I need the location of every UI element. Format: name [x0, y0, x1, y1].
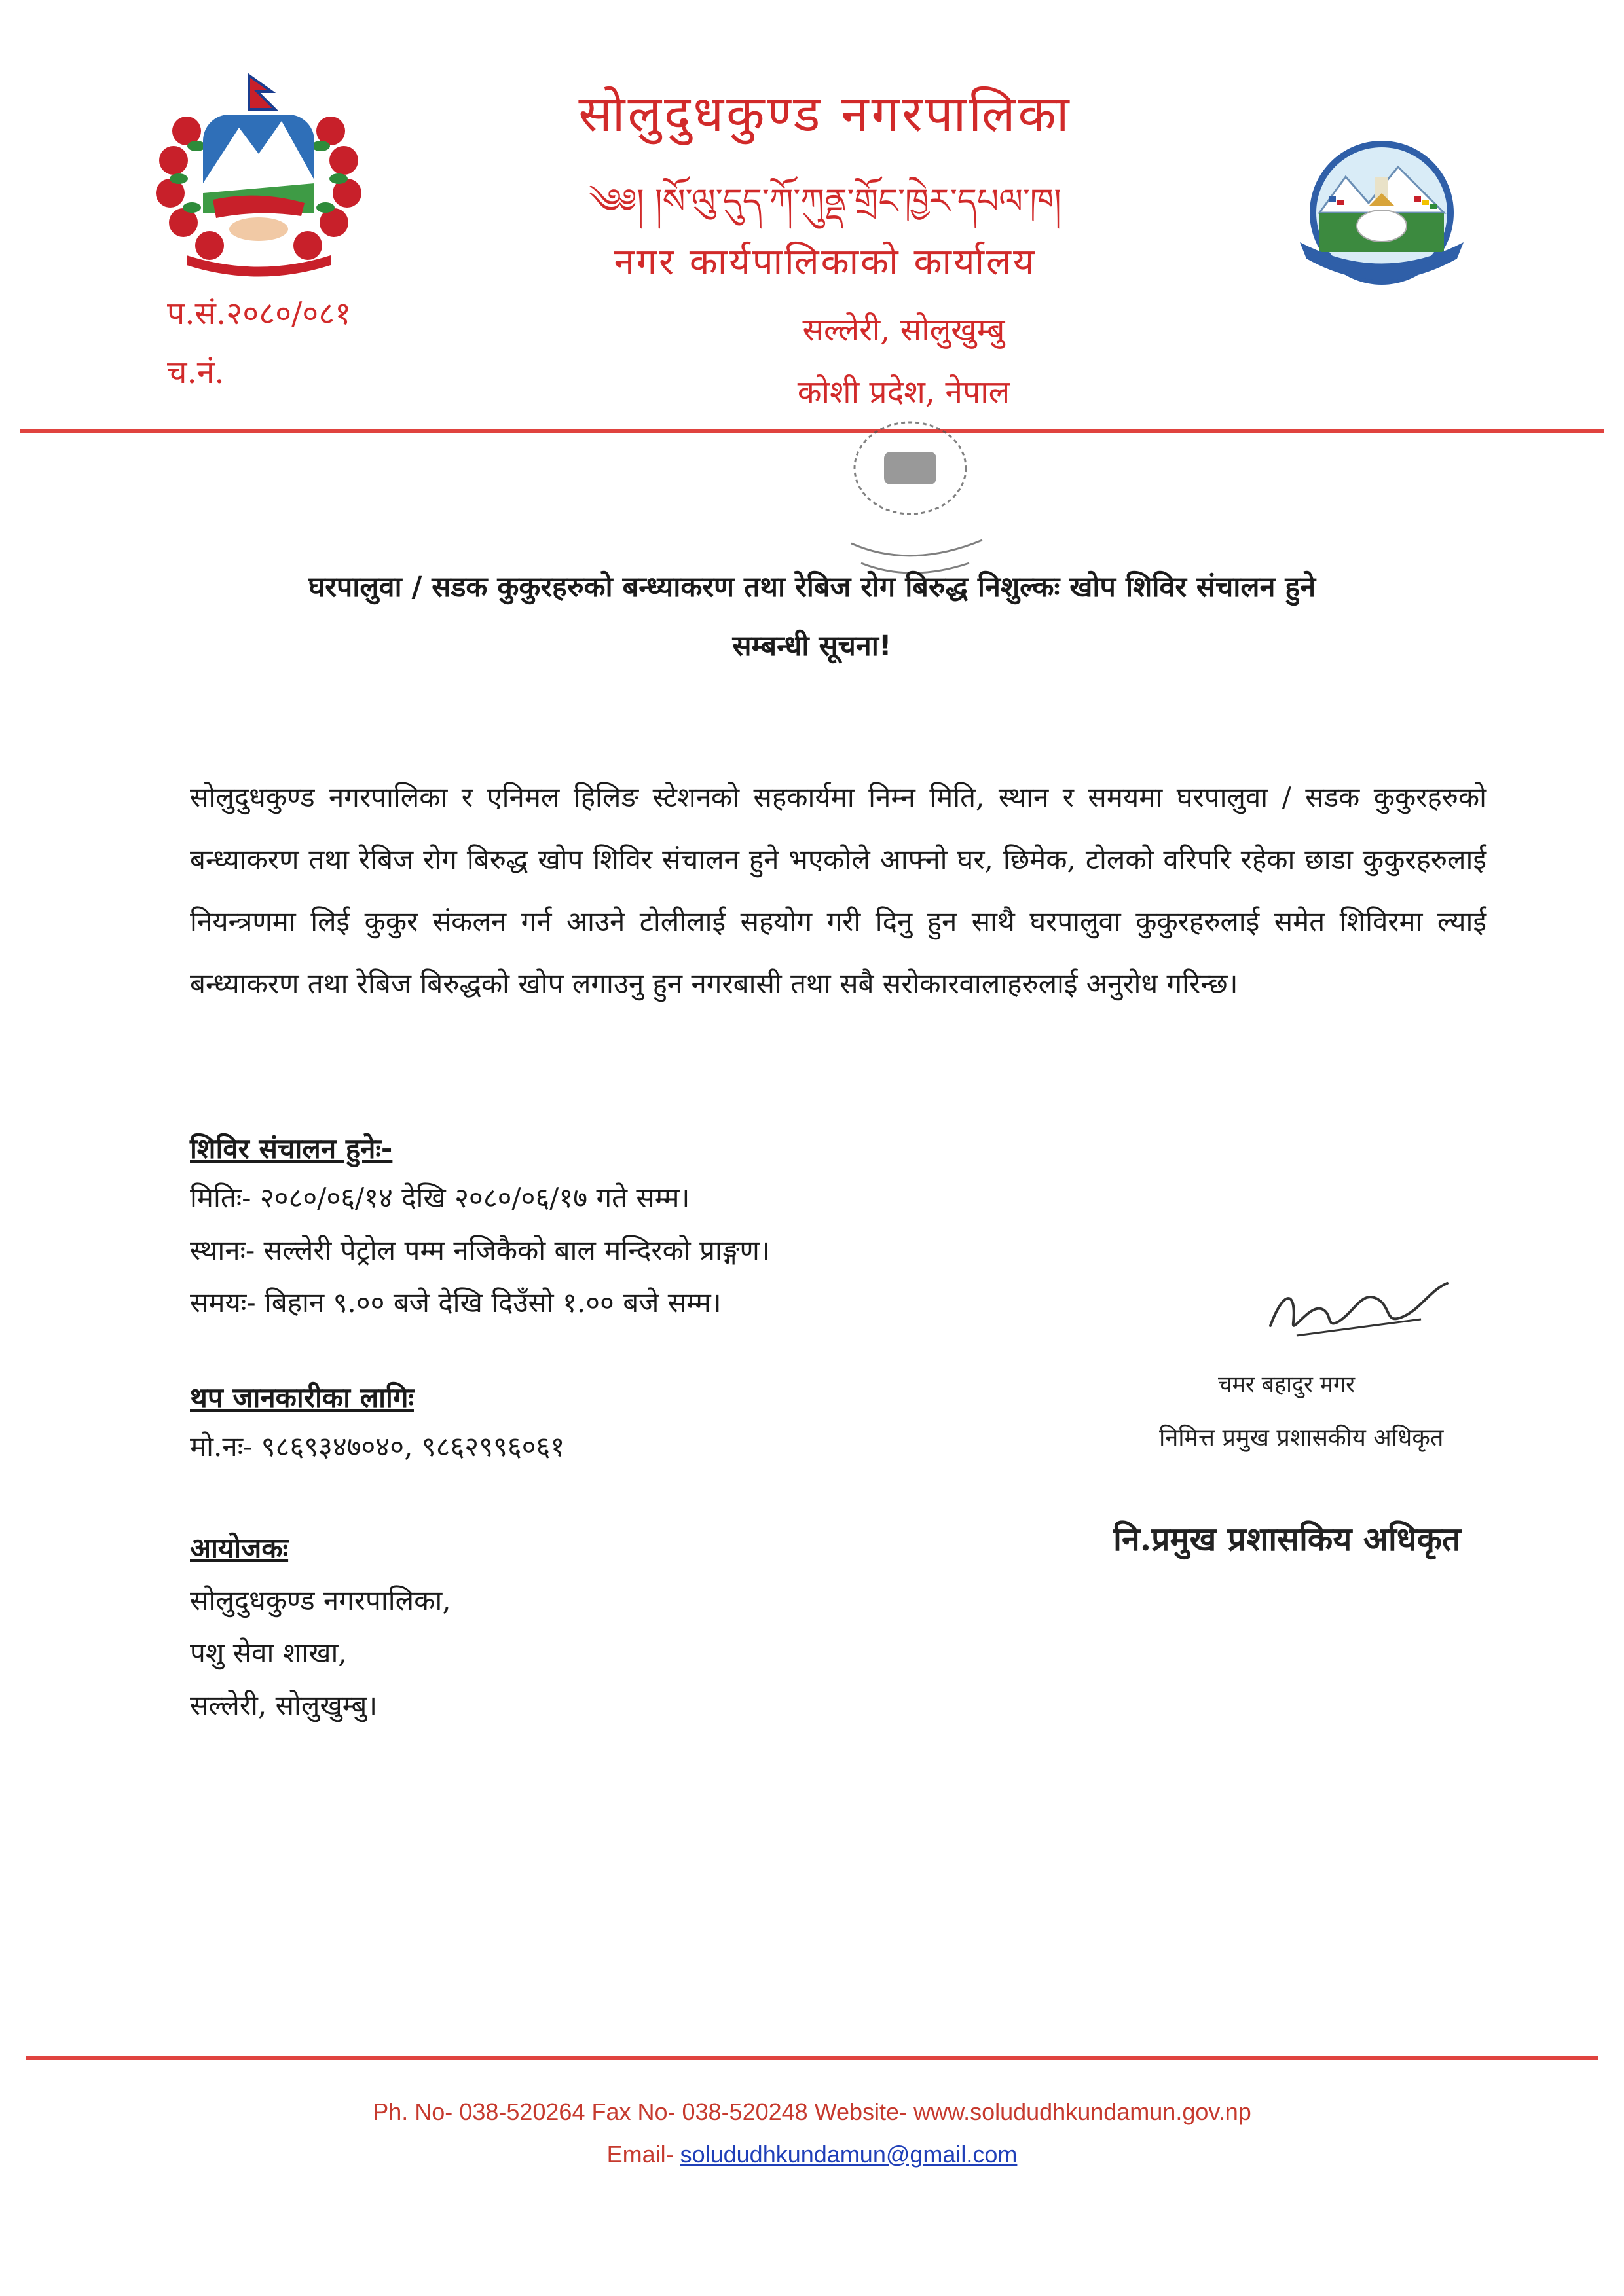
camp-date: मितिः- २०८०/०६/१४ देखि २०८०/०६/१७ गते सम्म।: [190, 1182, 690, 1214]
notice-title: घरपालुवा / सडक कुकुरहरुको बन्ध्याकरण तथा रेबिज रोग बिरुद्ध निशुल्कः खोप शिविर संचालन हुने: [308, 571, 1316, 604]
signatory-title: निमित्त प्रमुख प्रशासकीय अधिकृत: [1159, 1425, 1444, 1451]
contact-mobile-numbers: मो.नः- ९८६९३४७०४०, ९८६२९९६०६१: [190, 1430, 565, 1463]
notice-title-continued: सम्बन्धी सूचना!: [732, 630, 892, 663]
organizer-line-1: सोलुदुधकुण्ड नगरपालिका,: [190, 1584, 451, 1616]
reference-number: प.सं.२०८०/०८१: [167, 295, 352, 332]
municipality-name: सोलुदुधकुण्ड नगरपालिका: [578, 84, 1072, 143]
footer-email-line: [131, 2141, 1493, 2168]
handwritten-signature: [1257, 1264, 1467, 1349]
nepal-emblem-logo: [141, 69, 377, 278]
municipality-name-tibetan: ༄༅། །སོ་ལུ་དུད་ཀོ་ཀུནྡ་གྲོང་ཁྱེར་དཔལ་ཁ།: [589, 182, 1061, 221]
address-line-1: सल्लेरी, सोलुखुम्बु: [802, 312, 1005, 348]
footer-contact-info: Ph. No- 038-520264 Fax No- 038-520248 Website- www.solududhkundamun.gov.np: [373, 2098, 1251, 2125]
footer-email-link[interactable]: solududhkundamun@gmail.com: [680, 2141, 1018, 2168]
address-line-2: कोशी प्रदेश, नेपाल: [797, 374, 1010, 410]
signatory-name: चमर बहादुर मगर: [1218, 1372, 1356, 1398]
office-name: नगर कार्यपालिकाको कार्यालय: [614, 241, 1037, 283]
more-info-heading: थप जानकारीका लागिः: [190, 1381, 414, 1413]
footer-divider: [26, 2056, 1598, 2060]
camp-time: समयः- बिहान ९.०० बजे देखि दिउँसो १.०० बजे सम्म।: [190, 1286, 722, 1319]
organizer-line-3: सल्लेरी, सोलुखुम्बु।: [190, 1689, 378, 1721]
notice-body: सोलुदुधकुण्ड नगरपालिका र एनिमल हिलिङ स्टेशनको सहकार्यमा निम्न मिति, स्थान र समयमा घरपालुवा / सडक कुकुरहरुको बन्ध्याकरण तथा रेबिज रोग बिरुद्ध खोप शिविर संचालन हुने भएकोले आफ्नो घर, छिमेक, टोलको वरिपरि रहेका छाडा कुकुरहरुलाई नियन्त्रणमा लिई कुकुर संकलन गर्न आउने टोलीलाई सहयोग गरी दिनु हुन साथै घरपालुवा कुकुरहरुलाई समेत शिविरमा ल्याई बन्ध्याकरण तथा रेबिज बिरुद्धको खोप लगाउनु हुन नगरबासी तथा सबै सरोकारवालाहरुलाई अनुरोध गरिन्छ।: [190, 781, 1486, 1000]
organizer-line-2: पशु सेवा शाखा,: [190, 1637, 347, 1669]
camp-place: स्थानः- सल्लेरी पेट्रोल पम्म नजिकैको बाल मन्दिरको प्राङ्गण।: [190, 1234, 770, 1266]
dispatch-number: च.नं.: [167, 354, 225, 391]
footer-email-label: Email-: [606, 2141, 674, 2168]
office-seal-stamp: [773, 406, 1048, 589]
camp-details-heading: शिविर संचालन हुनेः-: [190, 1133, 393, 1165]
signatory-stamp: नि.प्रमुख प्रशासकिय अधिकृत: [1113, 1520, 1461, 1558]
organizer-heading: आयोजकः: [190, 1532, 289, 1564]
municipality-logo: [1283, 115, 1480, 311]
